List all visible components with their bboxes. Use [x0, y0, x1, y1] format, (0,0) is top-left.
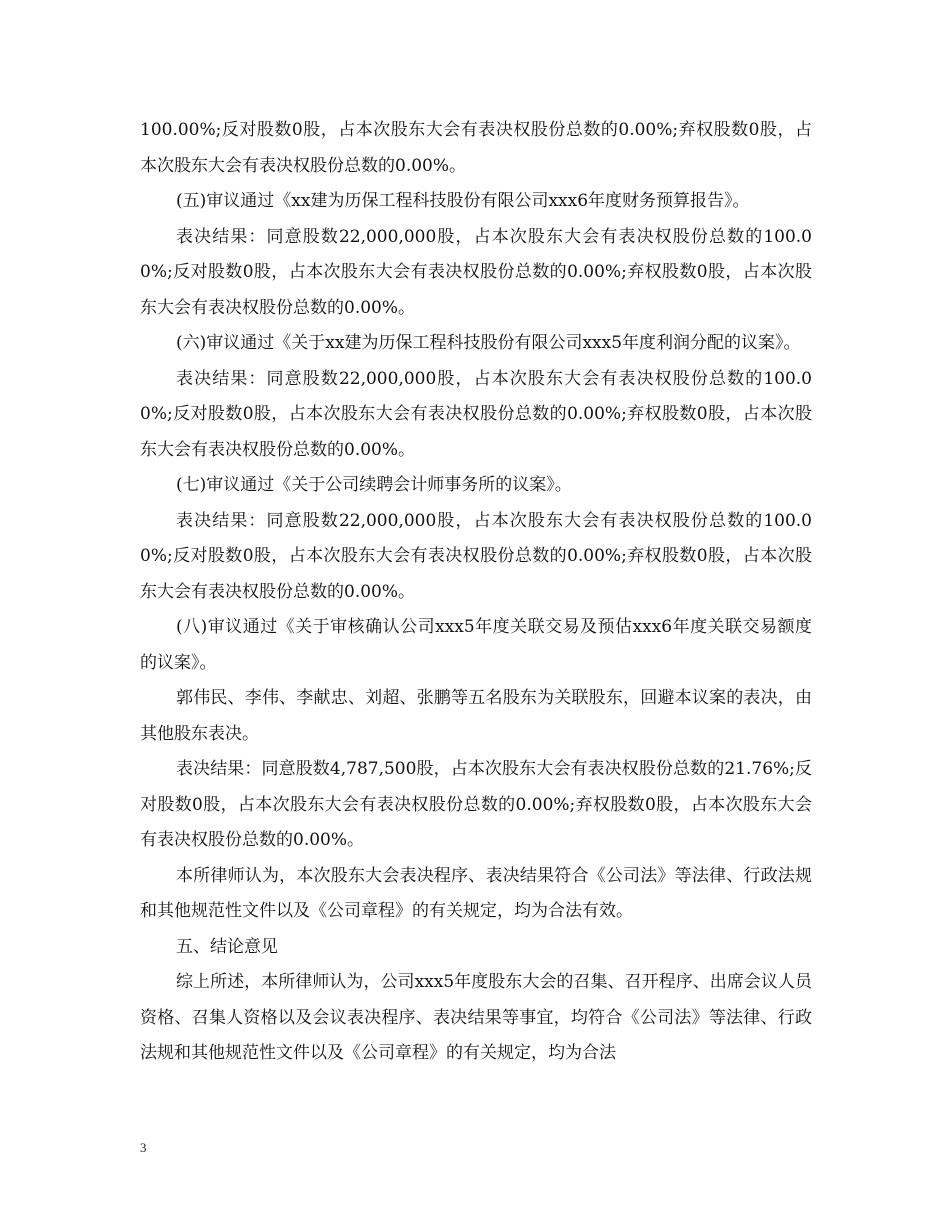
- paragraph-item-5-vote-result: 表决结果：同意股数22,000,000股，占本次股东大会有表决权股份总数的100.00%;反对股数0股，占本次股东大会有表决权股份总数的0.00%;弃权股数0股，占本次股东大会有表决权股份总数的0.00%。: [140, 226, 812, 318]
- paragraph-item-6-profit-distribution: (六)审议通过《关于xx建为历保工程科技股份有限公司xxx5年度利润分配的议案》。: [176, 333, 801, 353]
- paragraph-item-8-related-transactions: (八)审议通过《关于审核确认公司xxx5年度关联交易及预估xxx6年度关联交易额度的议案》。: [140, 617, 812, 673]
- paragraph-related-shareholders-recusal: 郭伟民、李伟、李献忠、刘超、张鹏等五名股东为关联股东，回避本议案的表决，由其他股东表决。: [140, 688, 812, 744]
- paragraph-conclusion: 综上所述，本所律师认为，公司xxx5年度股东大会的召集、召开程序、出席会议人员资格、召集人资格以及会议表决程序、表决结果等事宜，均符合《公司法》等法律、行政法规和其他规范性文件以及《公司章程》的有关规定，均为合法: [140, 972, 812, 1063]
- section-heading-conclusion: 五、结论意见: [176, 936, 278, 957]
- paragraph-item-7-vote-result: 表决结果：同意股数22,000,000股，占本次股东大会有表决权股份总数的100.00%;反对股数0股，占本次股东大会有表决权股份总数的0.00%;弃权股数0股，占本次股东大会有表决权股份总数的0.00%。: [140, 510, 812, 602]
- paragraph-vote-result-continued: 100.00%;反对股数0股，占本次股东大会有表决权股份总数的0.00%;弃权股数0股，占本次股东大会有表决权股份总数的0.00%。: [140, 120, 812, 176]
- paragraph-item-6-vote-result: 表决结果：同意股数22,000,000股，占本次股东大会有表决权股份总数的100.00%;反对股数0股，占本次股东大会有表决权股份总数的0.00%;弃权股数0股，占本次股东大会有表决权股份总数的0.00%。: [140, 368, 812, 460]
- paragraph-lawyer-opinion-voting: 本所律师认为，本次股东大会表决程序、表决结果符合《公司法》等法律、行政法规和其他规范性文件以及《公司章程》的有关规定，均为合法有效。: [140, 865, 812, 921]
- paragraph-item-8-vote-result: 表决结果：同意股数4,787,500股，占本次股东大会有表决权股份总数的21.76%;反对股数0股，占本次股东大会有表决权股份总数的0.00%;弃权股数0股，占本次股东大会有表决权股份总数的0.00%。: [140, 759, 812, 850]
- page-number: 3: [140, 1140, 147, 1155]
- paragraph-item-7-auditor-reappointment: (七)审议通过《关于公司续聘会计师事务所的议案》。: [176, 475, 572, 495]
- document-body: [140, 113, 812, 1072]
- paragraph-item-5-budget-report: (五)审议通过《xx建为历保工程科技股份有限公司xxx6年度财务预算报告》。: [176, 191, 750, 211]
